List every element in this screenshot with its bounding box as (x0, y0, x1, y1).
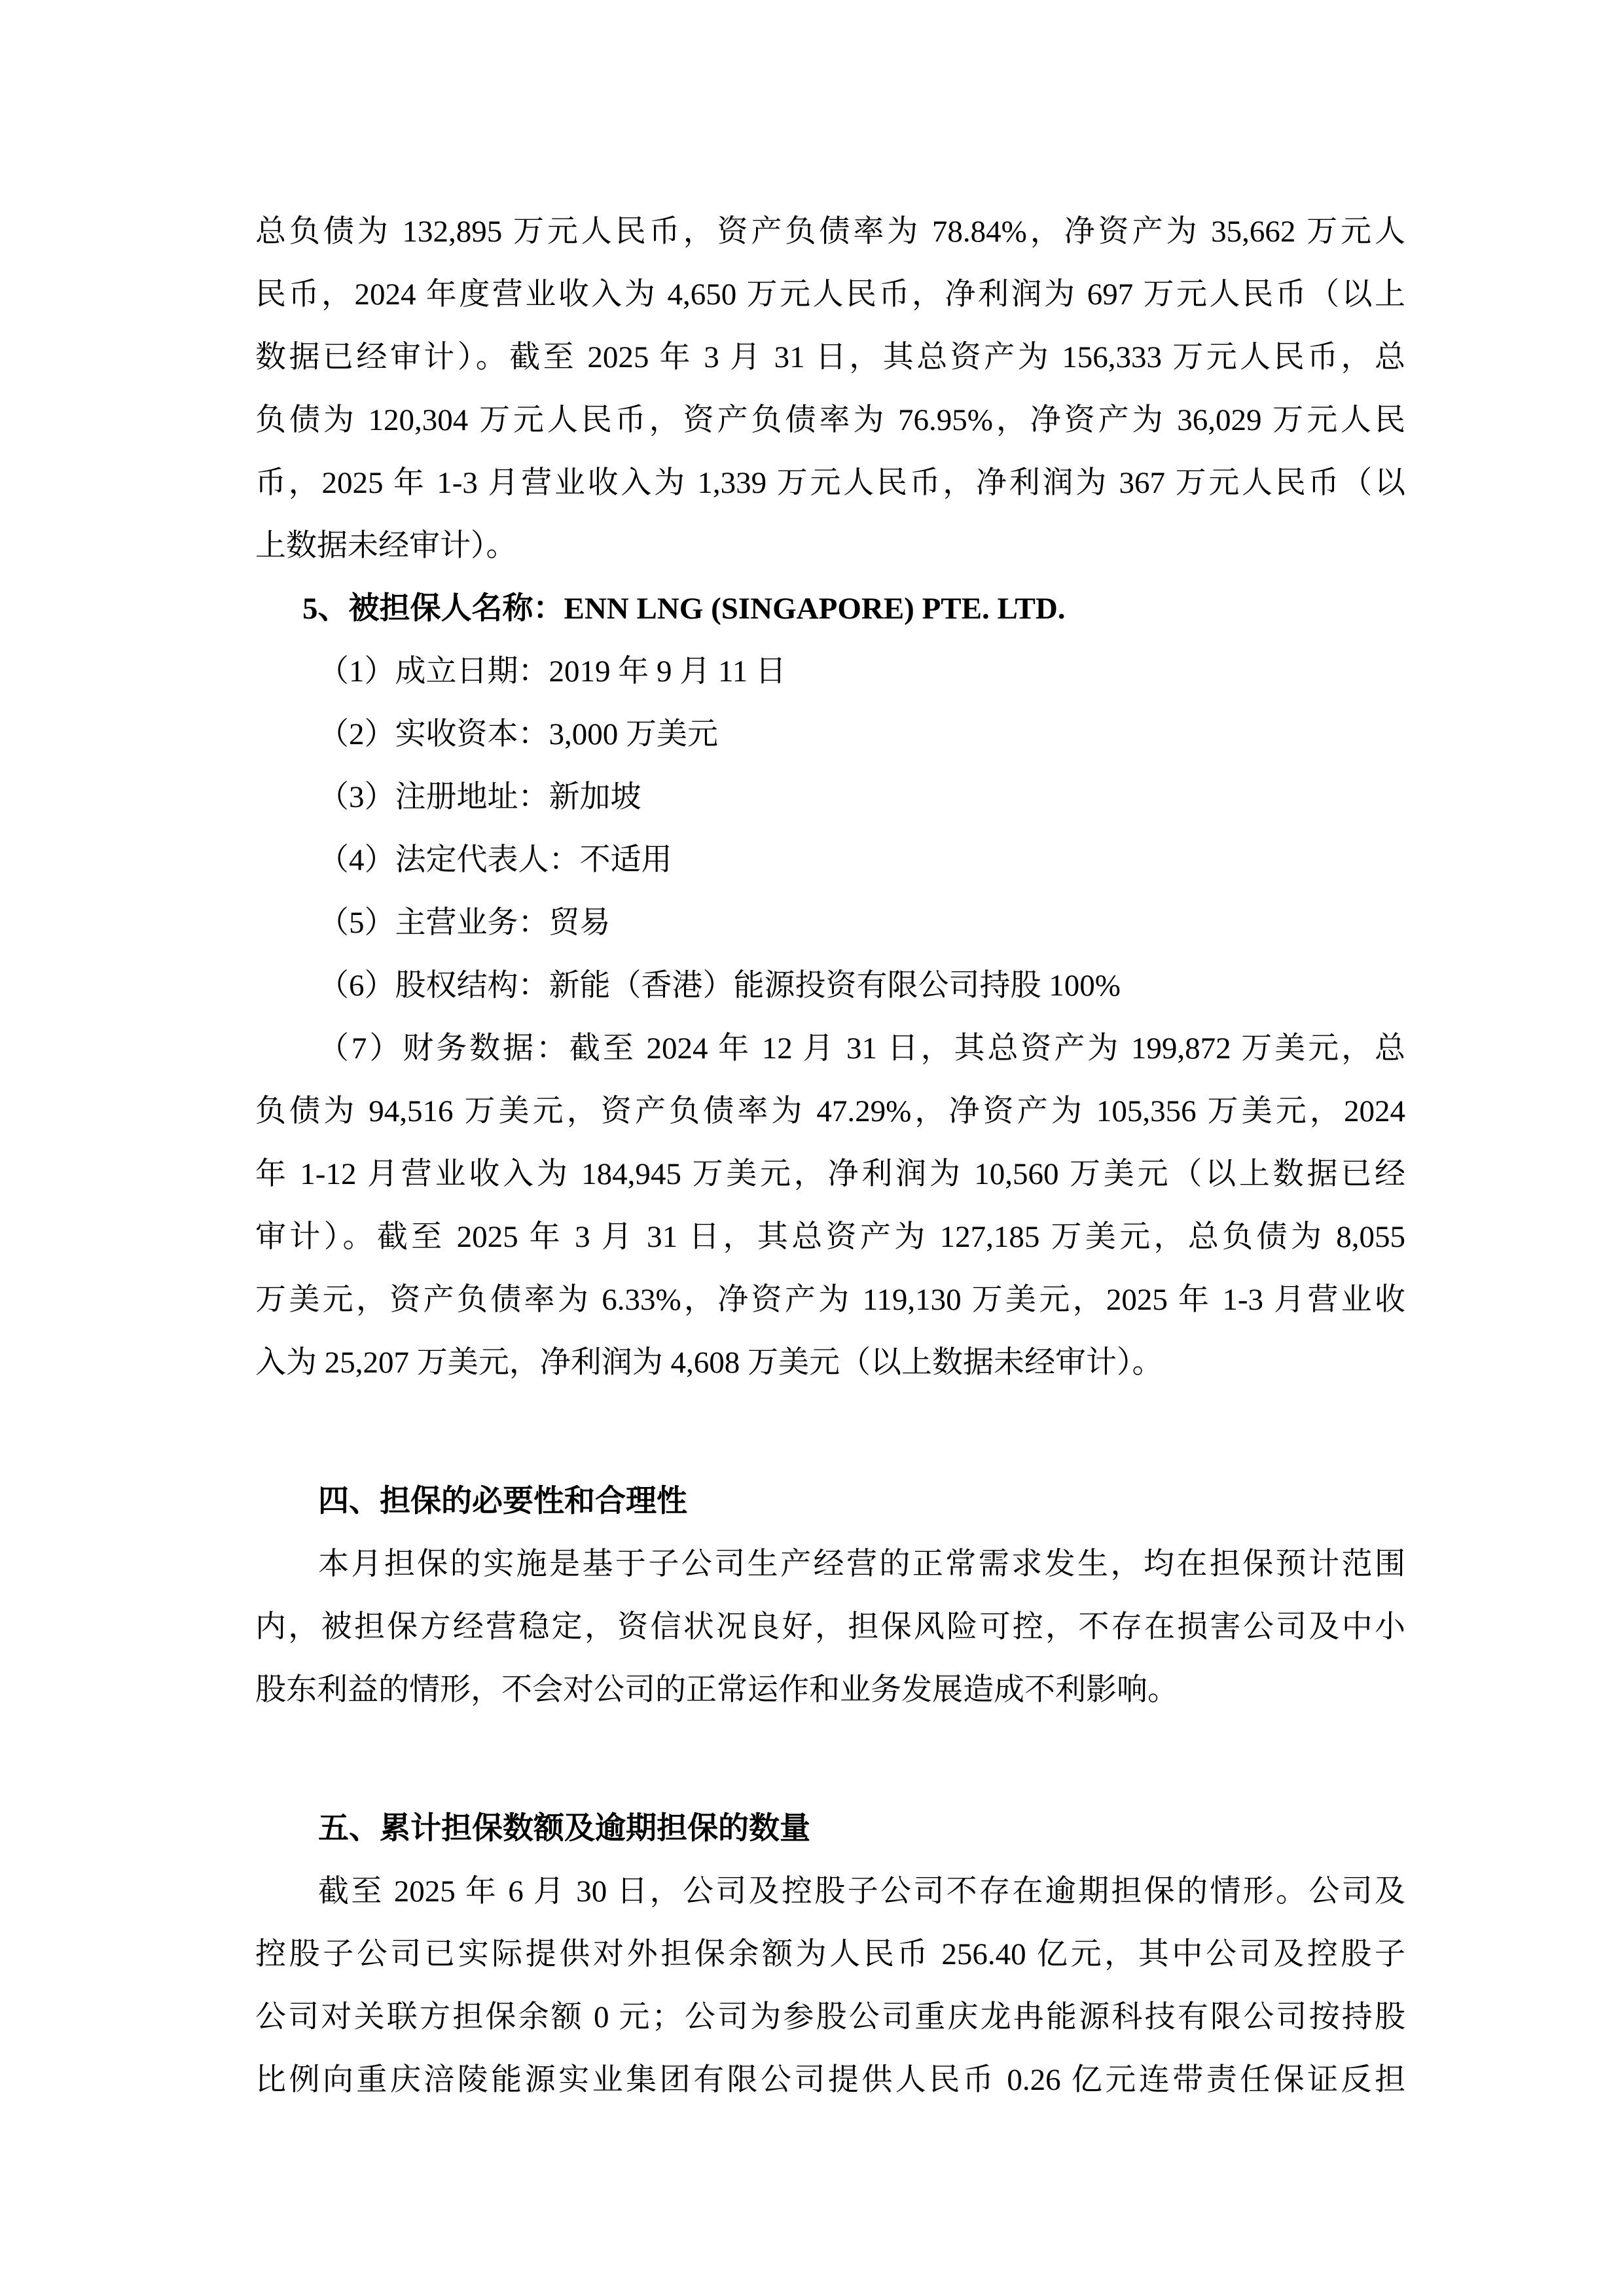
text-line: 年 1-12 月营业收入为 184,945 万美元，净利润为 10,560 万美元（以上数据已经 (255, 1157, 1405, 1191)
paragraph-guarantee-financials-continued (255, 200, 1405, 577)
section-heading-necessity: 四、担保的必要性和合理性 (318, 1484, 687, 1518)
text-line: 控股子公司已实际提供对外担保余额为人民币 256.40 亿元，其中公司及控股子 (255, 1937, 1405, 1971)
item-registered-address: （3）注册地址：新加坡 (318, 780, 641, 814)
guaranteed-party-detail-list (255, 640, 1405, 1017)
text-line: （7）财务数据：截至 2024 年 12 月 31 日，其总资产为 199,872 万美元，总 (318, 1031, 1405, 1066)
paragraph-cumulative-guarantees (255, 1860, 1405, 2111)
item-main-business: （5）主营业务：贸易 (318, 906, 611, 940)
text-line: 股东利益的情形，不会对公司的正常运作和业务发展造成不利影响。 (255, 1673, 1178, 1707)
text-line: 本月担保的实施是基于子公司生产经营的正常需求发生，均在担保预计范围 (318, 1547, 1405, 1581)
paragraph-item7-financial-data (255, 1017, 1405, 1394)
text-line: 比例向重庆涪陵能源实业集团有限公司提供人民币 0.26 亿元连带责任保证反担 (255, 2063, 1405, 2097)
item-paid-in-capital: （2）实收资本：3,000 万美元 (318, 717, 718, 751)
text-line: 币，2025 年 1-3 月营业收入为 1,339 万元人民币，净利润为 367 万元人民币（以 (255, 466, 1405, 500)
text-line: 公司对关联方担保余额 0 元；公司为参股公司重庆龙冉能源科技有限公司按持股 (255, 2000, 1405, 2034)
text-line: 截至 2025 年 6 月 30 日，公司及控股子公司不存在逾期担保的情形。公司及 (318, 1874, 1405, 1909)
text-line: 上数据未经审计）。 (255, 529, 517, 563)
text-line: 民币，2024 年度营业收入为 4,650 万元人民币，净利润为 697 万元人民币（以上 (255, 278, 1405, 312)
text-line: 总负债为 132,895 万元人民币，资产负债率为 78.84%，净资产为 35,662 万元人 (255, 215, 1405, 249)
text-line: 内，被担保方经营稳定，资信状况良好，担保风险可控，不存在损害公司及中小 (255, 1610, 1405, 1644)
text-line: 万美元，资产负债率为 6.33%，净资产为 119,130 万美元，2025 年 1-3 月营业收 (255, 1283, 1405, 1317)
paragraph-necessity (255, 1533, 1405, 1721)
text-line: 负债为 94,516 万美元，资产负债率为 47.29%，净资产为 105,356 万美元，2024 (255, 1094, 1405, 1128)
text-line: 审计）。截至 2025 年 3 月 31 日，其总资产为 127,185 万美元，总负债为 8,055 (255, 1220, 1405, 1254)
text-line: 负债为 120,304 万元人民币，资产负债率为 76.95%，净资产为 36,029 万元人民 (255, 403, 1405, 437)
text-line: 数据已经审计）。截至 2025 年 3 月 31 日，其总资产为 156,333 万元人民币，总 (255, 340, 1405, 374)
item-establish-date: （1）成立日期：2019 年 9 月 11 日 (318, 655, 787, 689)
item-legal-representative: （4）法定代表人：不适用 (318, 843, 672, 877)
section-heading-cumulative-guarantees: 五、累计担保数额及逾期担保的数量 (318, 1812, 810, 1846)
item-equity-structure: （6）股权结构：新能（香港）能源投资有限公司持股 100% (318, 969, 1121, 1003)
text-line: 入为 25,207 万美元，净利润为 4,608 万美元（以上数据未经审计）。 (255, 1346, 1163, 1380)
heading-guaranteed-party-5: 5、被担保人名称：ENN LNG (SINGAPORE) PTE. LTD. (302, 592, 1066, 626)
